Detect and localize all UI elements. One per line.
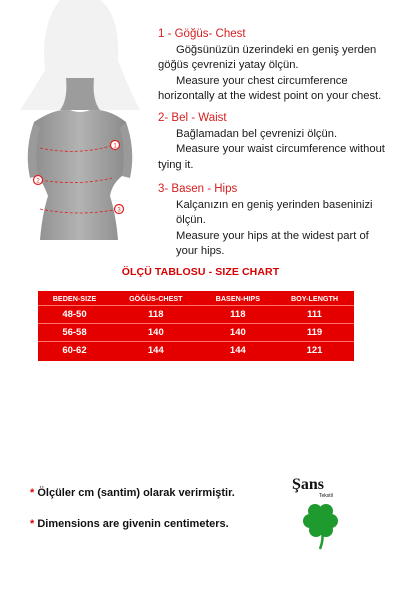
sans-tekstil-logo — [288, 473, 358, 553]
svg-text:2: 2 — [36, 178, 40, 185]
size-chart-title: ÖLÇÜ TABLOSU - SIZE CHART — [121, 266, 280, 278]
waist-line-tr-1: Bağlamadan bel çevrenizi ölçün. — [176, 127, 338, 140]
table-cell: 111 — [275, 306, 354, 324]
note-text: Ölçüler cm (santim) olarak verirmiştir. — [34, 487, 235, 499]
table-row — [38, 306, 354, 324]
column-header-hips: BASEN-HIPS — [215, 293, 260, 303]
hips-line-en-1: Measure your hips at the widest part of — [176, 229, 369, 242]
waist-marker — [34, 176, 43, 185]
logo-sub: Tekstil — [319, 493, 333, 499]
column-header-chest: GÖĞÜS-CHEST — [129, 293, 183, 303]
table-cell: 140 — [201, 324, 275, 342]
table-cell: 56-58 — [38, 324, 111, 342]
chest-line-en-1: Measure your chest circumference — [176, 74, 348, 87]
size-chart-table — [38, 291, 354, 361]
table-cell: 118 — [111, 306, 201, 324]
table-cell: 118 — [201, 306, 275, 324]
chest-line-tr-1: Göğsünüzün üzerindeki en geniş yerden — [176, 43, 377, 56]
chest-heading: 1 - Göğüs- Chest — [158, 28, 246, 40]
chest-line-tr-2: göğüs çevrenizi yatay ölçün. — [158, 59, 299, 71]
table-row — [38, 342, 354, 360]
table-cell: 119 — [275, 324, 354, 342]
svg-text:3: 3 — [117, 207, 121, 214]
note-star: * — [30, 487, 35, 499]
table-cell: 48-50 — [38, 306, 111, 324]
table-cell: 121 — [275, 342, 354, 360]
chest-line-en-2: horizontally at the widest point on your chest. — [158, 90, 382, 102]
table-cell: 140 — [111, 324, 201, 342]
column-header-length: BOY-LENGTH — [290, 293, 339, 303]
waist-line-en-2: tying it. — [158, 158, 194, 171]
hips-marker — [115, 205, 124, 214]
table-header-row — [38, 291, 354, 306]
logo-name: Şans — [292, 476, 325, 493]
note-text: Dimensions are givenin centimeters. — [34, 518, 229, 530]
table-row — [38, 324, 354, 342]
note-star: * — [30, 518, 35, 530]
note-centimeters-en — [30, 518, 229, 530]
note-centimeters-tr — [30, 487, 235, 499]
column-header-size: BEDEN-SIZE — [52, 293, 97, 303]
hips-line-tr-1: Kalçanızın en geniş yerinden baseninizi — [176, 198, 373, 211]
table-cell: 144 — [111, 342, 201, 360]
hips-line-tr-2: ölçün. — [176, 214, 206, 226]
hips-instruction — [158, 182, 373, 260]
table-cell: 144 — [201, 342, 275, 360]
svg-text:1: 1 — [113, 143, 117, 150]
hips-line-en-2: your hips. — [176, 245, 225, 257]
waist-heading: 2- Bel - Waist — [158, 112, 227, 124]
chest-marker — [111, 141, 120, 150]
table-cell: 60-62 — [38, 342, 111, 360]
chest-instruction — [158, 27, 381, 105]
clover-icon — [303, 504, 338, 549]
hips-heading: 3- Basen - Hips — [158, 183, 238, 195]
mannequin-figure — [0, 0, 160, 265]
waist-instruction — [158, 111, 385, 173]
waist-line-en-1: Measure your waist circumference without — [176, 143, 385, 155]
